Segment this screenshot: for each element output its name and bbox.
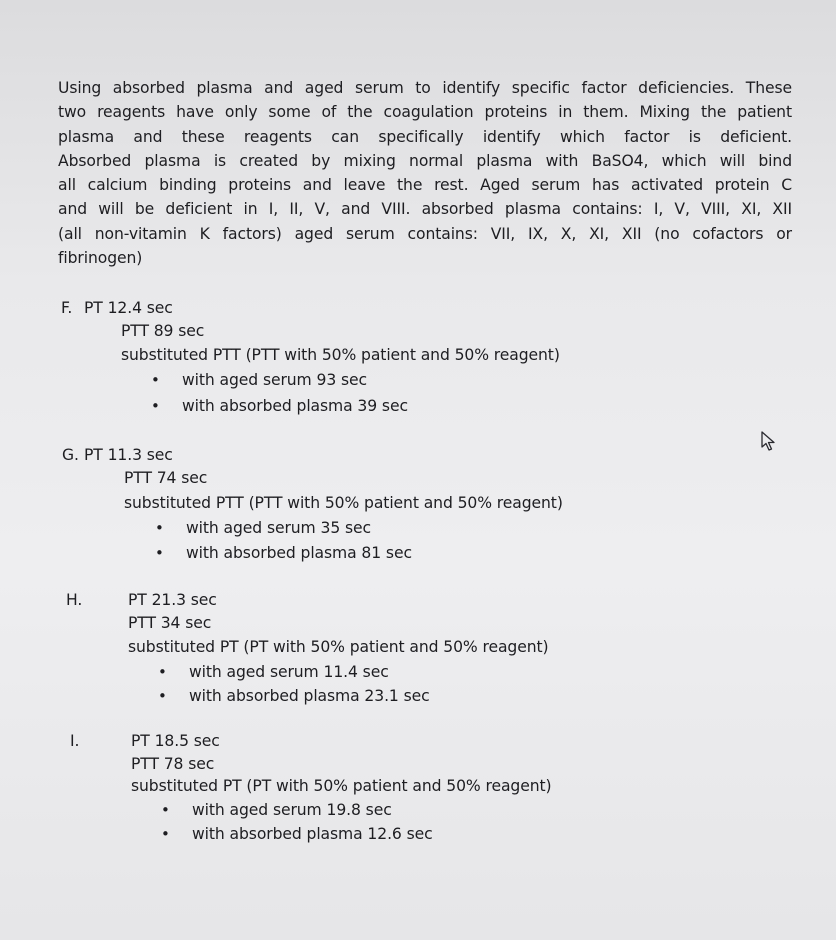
bullet-icon: • [151,371,160,389]
intro-line: plasma and these reagents can specifically identify which factor is deficient. [58,127,792,146]
case-absorbed-plasma: with absorbed plasma 39 sec [182,397,408,415]
case-absorbed-plasma: with absorbed plasma 23.1 sec [189,687,430,705]
mouse-pointer-icon [760,430,776,452]
intro-line: all calcium binding proteins and leave the rest. Aged serum has activated protein C [58,176,792,195]
case-letter: F. [61,299,73,317]
intro-line: Using absorbed plasma and aged serum to identify specific factor deficiencies. These [58,79,792,97]
bullet-icon: • [151,397,160,415]
case-aged-serum: with aged serum 35 sec [186,519,371,537]
case-letter: G. [62,446,79,464]
bullet-icon: • [155,519,164,537]
case-substituted: substituted PT (PT with 50% patient and 50% reagent) [131,777,552,795]
case-letter: I. [70,732,80,750]
case-substituted: substituted PTT (PTT with 50% patient and 50% reagent) [121,346,560,364]
case-ptt: PTT 89 sec [121,322,205,340]
case-aged-serum: with aged serum 11.4 sec [189,663,389,681]
case-pt: PT 18.5 sec [131,732,220,750]
case-aged-serum: with aged serum 19.8 sec [192,801,392,819]
intro-line: Absorbed plasma is created by mixing normal plasma with BaSO4, which will bind [58,151,792,170]
case-ptt: PTT 34 sec [128,614,212,632]
intro-line: two reagents have only some of the coagulation proteins in them. Mixing the patient [58,103,792,122]
case-ptt: PTT 74 sec [124,469,208,487]
case-absorbed-plasma: with absorbed plasma 81 sec [186,544,412,562]
bullet-icon: • [158,663,167,681]
bullet-icon: • [161,801,170,819]
case-substituted: substituted PTT (PTT with 50% patient and 50% reagent) [124,494,563,512]
case-letter: H. [66,591,83,609]
intro-paragraph [58,76,792,270]
intro-line: and will be deficient in I, II, V, and VIII. absorbed plasma contains: I, V, VIII, XI, XII [58,200,792,219]
intro-line: fibrinogen) [58,249,143,268]
case-absorbed-plasma: with absorbed plasma 12.6 sec [192,825,433,843]
intro-line: (all non-vitamin K factors) aged serum contains: VII, IX, X, XI, XII (no cofactors or [58,224,792,243]
bullet-icon: • [158,687,167,705]
case-pt: PT 11.3 sec [84,446,173,464]
case-pt: PT 21.3 sec [128,591,217,609]
bullet-icon: • [155,544,164,562]
case-aged-serum: with aged serum 93 sec [182,371,367,389]
case-pt: PT 12.4 sec [84,299,173,317]
case-ptt: PTT 78 sec [131,755,215,773]
bullet-icon: • [161,825,170,843]
case-substituted: substituted PT (PT with 50% patient and 50% reagent) [128,638,549,656]
